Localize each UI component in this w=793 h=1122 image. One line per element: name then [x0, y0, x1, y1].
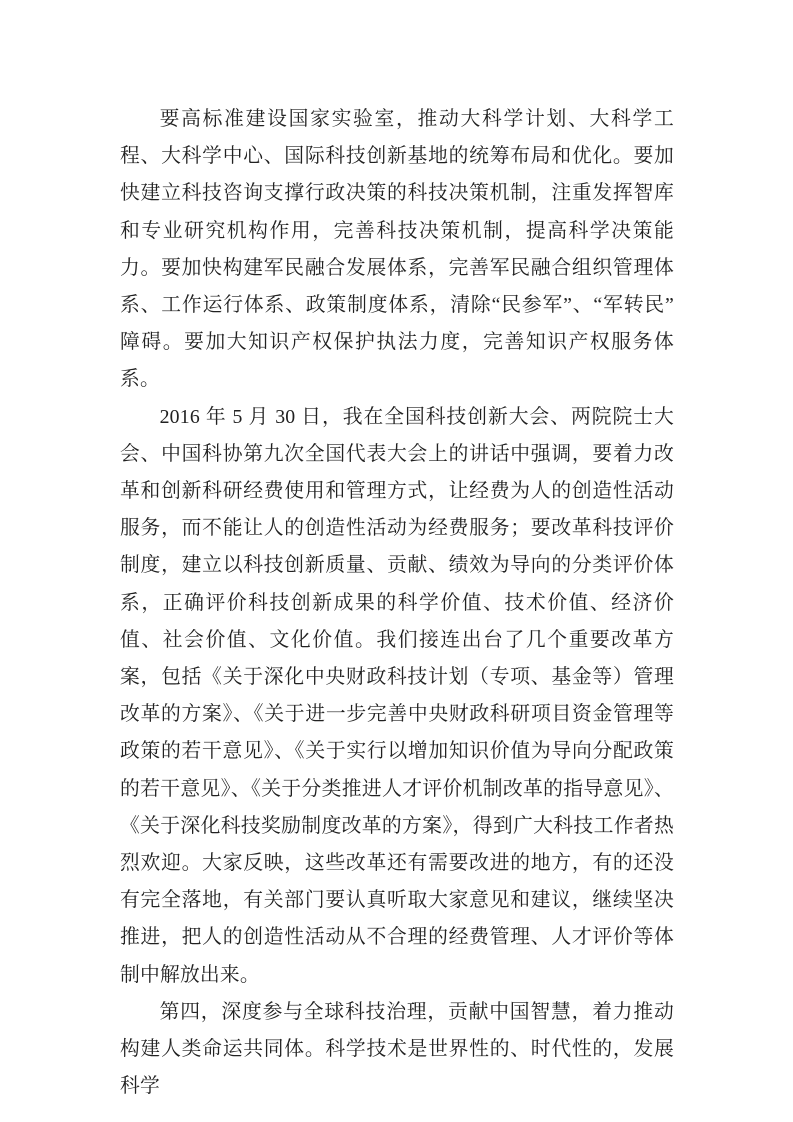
paragraph-national-labs: 要高标准建设国家实验室，推动大科学计划、大科学工程、大科学中心、国际科技创新基地的统筹布局和优化。要加快建立科技咨询支撑行政决策的科技决策机制，注重发挥智库和专业研究机构作用，完善科技决策机制，提高科学决策能力。要加快构建军民融合发展体系，完善军民融合组织管理体系、工作运行体系、政策制度体系，清除“民参军”、“军转民”障碍。要加大知识产权保护执法力度，完善知识产权服务体系。	[120, 108, 674, 391]
page-text-content	[120, 101, 674, 1105]
paragraph-2016-speech-reforms: 2016 年 5 月 30 日，我在全国科技创新大会、两院院士大会、中国科协第九次全国代表大会上的讲话中强调，要着力改革和创新科研经费使用和管理方式，让经费为人的创造性活动服务，而不能让人的创造性活动为经费服务；要改革科技评价制度，建立以科技创新质量、贡献、绩效为导向的分类评价体系，正确评价科技创新成果的科学价值、技术价值、经济价值、社会价值、文化价值。我们接连出台了几个重要改革方案，包括《关于深化中央财政科技计划（专项、基金等）管理改革的方案》、《关于进一步完善中央财政科研项目资金管理等政策的若干意见》、《关于实行以增加知识价值为导向分配政策的若干意见》、《关于分类推进人才评价机制改革的指导意见》、《关于深化科技奖励制度改革的方案》，得到广大科技工作者热烈欢迎。大家反映，这些改革还有需要改进的地方，有的还没有完全落地，有关部门要认真听取大家意见和建议，继续坚决推进，把人的创造性活动从不合理的经费管理、人才评价等体制中解放出来。	[120, 405, 674, 986]
paragraph-global-governance: 第四，深度参与全球科技治理，贡献中国智慧，着力推动构建人类命运共同体。科学技术是世界性的、时代性的，发展科学	[120, 1000, 674, 1098]
